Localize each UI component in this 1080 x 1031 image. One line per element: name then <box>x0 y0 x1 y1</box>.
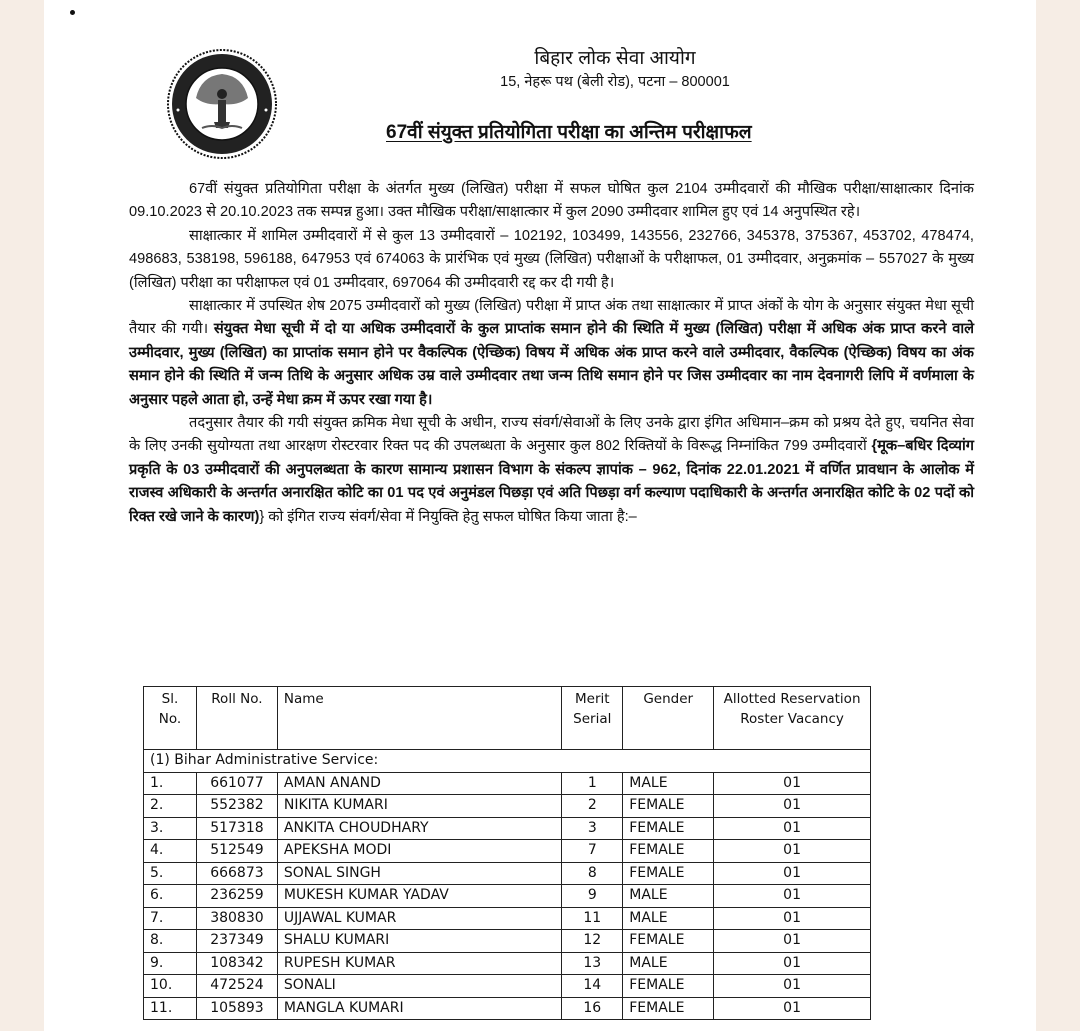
col-header-vacancy: Allotted Reservation Roster Vacancy <box>714 687 871 750</box>
section-title: (1) Bihar Administrative Service: <box>144 750 871 773</box>
col-header-sl-no: Sl. No. <box>144 687 197 750</box>
name-cell: SONALI <box>277 975 561 998</box>
sl-no-cell: 6. <box>144 885 197 908</box>
vacancy-cell: 01 <box>714 975 871 998</box>
table-row <box>144 772 871 795</box>
gender-cell: FEMALE <box>623 817 714 840</box>
vacancy-cell: 01 <box>714 772 871 795</box>
sl-no-cell: 8. <box>144 930 197 953</box>
document-body <box>129 178 974 529</box>
table-row <box>144 930 871 953</box>
sl-no-cell: 7. <box>144 907 197 930</box>
roll-no-cell: 105893 <box>196 997 277 1020</box>
col-header-roll-no: Roll No. <box>196 687 277 750</box>
table-row <box>144 885 871 908</box>
roll-no-cell: 237349 <box>196 930 277 953</box>
selection-text: तदनुसार तैयार की गयी संयुक्त क्रमिक मेधा सूची के अधीन, राज्य संवर्ग/सेवाओं के लिए उनके द्वारा इंगित अधिमान–क्रम को प्रश्रय देते हुए, चयनित सेवा के लिए उनकी सुयोग्यता तथा आरक्षण रोस्टरवार रिक्त पद की उपलब्धता के अनुसार कुल 802 रिक्तियों के विरूद्ध निम्नांकित 799 उम्मीदवारों <box>129 415 974 455</box>
tie-break-rules-text: संयुक्त मेधा सूची में दो या अधिक उम्मीदवारों के कुल प्राप्तांक समान होने की स्थिति में मुख्य (लिखित) परीक्षा में अधिक अंक प्राप्त करने वाले उम्मीदवार, मुख्य (लिखित) का प्राप्तांक समान होने पर वैकल्पिक (ऐच्छिक) विषय में अधिक अंक प्राप्त करने वाले उम्मीदवार, वैकल्पिक (ऐच्छिक) विषय का अंक समान होने की स्थिति में जन्म तिथि के अनुसार अधिक उम्र वाले उम्मीदवार तथा जन्म तिथि समान होने पर जिस उम्मीदवार का नाम देवनागरी लिपि में वर्णमाला के अनुसार पहले आता हो, उन्हें मेधा क्रम में ऊपर रखा गया है। <box>129 321 975 408</box>
vacancy-cell: 01 <box>714 840 871 863</box>
table-row <box>144 997 871 1020</box>
col-header-name: Name <box>277 687 561 750</box>
name-cell: APEKSHA MODI <box>277 840 561 863</box>
gender-cell: MALE <box>623 772 714 795</box>
roll-no-cell: 517318 <box>196 817 277 840</box>
selection-declaration-text: } को इंगित राज्य संवर्ग/सेवा में नियुक्ति हेतु सफल घोषित किया जाता है:– <box>259 508 637 525</box>
sl-no-cell: 11. <box>144 997 197 1020</box>
table-header-row <box>144 687 871 750</box>
sl-no-cell: 4. <box>144 840 197 863</box>
merit-serial-cell: 3 <box>562 817 623 840</box>
name-cell: ANKITA CHOUDHARY <box>277 817 561 840</box>
paragraph-interview-summary: 67वीं संयुक्त प्रतियोगिता परीक्षा के अंतर्गत मुख्य (लिखित) परीक्षा में सफल घोषित कुल 2104 उम्मीदवारों की मौखिक परीक्षा/साक्षात्कार दिनांक 09.10.2023 से 20.10.2023 तक सम्पन्न हुआ। उक्त मौखिक परीक्षा/साक्षात्कार में कुल 2090 उम्मीदवार शामिल हुए एवं 14 अनुपस्थित रहे। <box>129 181 974 221</box>
merit-list-prep-text: साक्षात्कार में उपस्थित शेष 2075 उम्मीदवारों को मुख्य (लिखित) परीक्षा में प्राप्त अंक तथा साक्षात्कार में प्राप्त अंकों के योग के अनुसार संयुक्त मेधा सूची तैयार की गयी। <box>129 298 974 338</box>
organization-address: 15, नेहरू पथ (बेली रोड), पटना – 800001 <box>500 74 730 90</box>
roll-no-cell: 552382 <box>196 795 277 818</box>
sl-no-cell: 10. <box>144 975 197 998</box>
sl-no-cell: 5. <box>144 862 197 885</box>
organization-name: बिहार लोक सेवा आयोग <box>534 48 696 69</box>
vacancy-cell: 01 <box>714 885 871 908</box>
name-cell: SHALU KUMARI <box>277 930 561 953</box>
scan-speck <box>70 10 75 15</box>
vacancy-note-text: {मूक–बधिर दिव्यांग प्रकृति के 03 उम्मीदवारों की अनुपलब्धता के कारण सामान्य प्रशासन विभाग के संकल्प ज्ञापांक – 962, दिनांक 22.01.2021 में वर्णित प्रावधान के आलोक में राजस्व अधिकारी के अन्तर्गत अनारक्षित कोटि का 01 पद एवं अनुमंडल पिछड़ा एवं अति पिछड़ा वर्ग कल्याण पदाधिकारी के अन्तर्गत अनारक्षित कोटि के 02 पदों को रिक्त रखे जाने के कारण) <box>129 438 974 525</box>
merit-serial-cell: 16 <box>562 997 623 1020</box>
gender-cell: FEMALE <box>623 930 714 953</box>
document-page <box>44 0 1036 1031</box>
result-table <box>143 686 871 1020</box>
gender-cell: FEMALE <box>623 840 714 863</box>
letterhead <box>44 47 1036 93</box>
table-row <box>144 862 871 885</box>
name-cell: MUKESH KUMAR YADAV <box>277 885 561 908</box>
name-cell: UJJAWAL KUMAR <box>277 907 561 930</box>
roll-no-cell: 108342 <box>196 952 277 975</box>
paragraph-cancellations: साक्षात्कार में शामिल उम्मीदवारों में से कुल 13 उम्मीदवारों – 102192, 103499, 143556, 232766, 345378, 375367, 453702, 478474, 498683, 538198, 596188, 647953 एवं 674063 के प्रारंभिक एवं मुख्य (लिखित) परीक्षाओं के परीक्षाफल, 01 उम्मीदवार, अनुक्रमांक – 557027 के मुख्य (लिखित) परीक्षा का परीक्षाफल एवं 01 उम्मीदवार, 697064 की उम्मीदवारी रद्द कर दी गयी है। <box>129 227 974 291</box>
table-row <box>144 952 871 975</box>
merit-serial-cell: 13 <box>562 952 623 975</box>
merit-serial-cell: 12 <box>562 930 623 953</box>
paragraph-merit-rules <box>129 295 974 412</box>
table-row <box>144 907 871 930</box>
roll-no-cell: 380830 <box>196 907 277 930</box>
gender-cell: FEMALE <box>623 997 714 1020</box>
name-cell: MANGLA KUMARI <box>277 997 561 1020</box>
vacancy-cell: 01 <box>714 817 871 840</box>
table-row <box>144 840 871 863</box>
merit-serial-cell: 1 <box>562 772 623 795</box>
roll-no-cell: 472524 <box>196 975 277 998</box>
gender-cell: FEMALE <box>623 862 714 885</box>
merit-serial-cell: 8 <box>562 862 623 885</box>
vacancy-cell: 01 <box>714 952 871 975</box>
merit-serial-cell: 11 <box>562 907 623 930</box>
paragraph-selection <box>129 412 974 529</box>
merit-serial-cell: 2 <box>562 795 623 818</box>
table-row <box>144 975 871 998</box>
vacancy-cell: 01 <box>714 930 871 953</box>
merit-serial-cell: 14 <box>562 975 623 998</box>
roll-no-cell: 661077 <box>196 772 277 795</box>
table-row <box>144 795 871 818</box>
gender-cell: MALE <box>623 952 714 975</box>
sl-no-cell: 3. <box>144 817 197 840</box>
section-row <box>144 750 871 773</box>
vacancy-cell: 01 <box>714 907 871 930</box>
roll-no-cell: 512549 <box>196 840 277 863</box>
gender-cell: MALE <box>623 907 714 930</box>
sl-no-cell: 2. <box>144 795 197 818</box>
merit-serial-cell: 7 <box>562 840 623 863</box>
merit-serial-cell: 9 <box>562 885 623 908</box>
vacancy-cell: 01 <box>714 862 871 885</box>
col-header-gender: Gender <box>623 687 714 750</box>
roll-no-cell: 236259 <box>196 885 277 908</box>
table-row <box>144 817 871 840</box>
col-header-merit-serial: Merit Serial <box>562 687 623 750</box>
vacancy-cell: 01 <box>714 997 871 1020</box>
gender-cell: FEMALE <box>623 975 714 998</box>
sl-no-cell: 1. <box>144 772 197 795</box>
document-title: 67वीं संयुक्त प्रतियोगिता परीक्षा का अन्तिम परीक्षाफल <box>386 122 752 143</box>
name-cell: AMAN ANAND <box>277 772 561 795</box>
sl-no-cell: 9. <box>144 952 197 975</box>
name-cell: SONAL SINGH <box>277 862 561 885</box>
vacancy-cell: 01 <box>714 795 871 818</box>
gender-cell: FEMALE <box>623 795 714 818</box>
gender-cell: MALE <box>623 885 714 908</box>
name-cell: NIKITA KUMARI <box>277 795 561 818</box>
name-cell: RUPESH KUMAR <box>277 952 561 975</box>
roll-no-cell: 666873 <box>196 862 277 885</box>
